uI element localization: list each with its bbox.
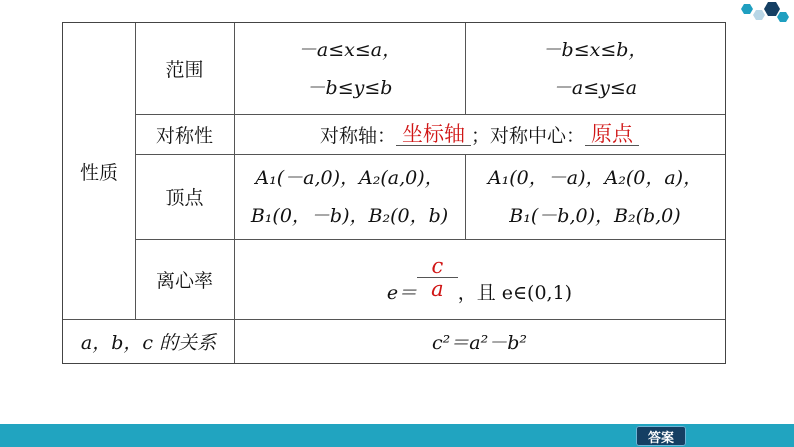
range-label: 范围 <box>165 59 204 81</box>
properties-group-label: 性质 <box>79 161 118 184</box>
vertices-y-line1: A₁(0，－a)，A₂(0，a)， <box>487 166 703 189</box>
ellipse-properties-table <box>62 22 726 364</box>
hexagon-decoration-icon <box>732 0 794 28</box>
range-y-axis-cell <box>465 23 725 114</box>
eccentricity-prefix: e＝ <box>386 282 418 304</box>
symmetry-label: 对称性 <box>155 124 213 147</box>
eccentricity-suffix: ，且 e∈(0,1) <box>457 282 573 304</box>
relation-label: a，b，c 的关系 <box>80 331 217 354</box>
range-x-line1: －a≤x≤a， <box>297 38 402 61</box>
range-x-line2: －b≤y≤b <box>306 76 393 99</box>
symmetry-axis-prefix: 对称轴： <box>319 124 396 147</box>
answer-button[interactable]: 答案 <box>636 426 686 446</box>
vertices-x-line1: A₁(－a,0)，A₂(a,0)， <box>255 166 444 189</box>
relation-formula: c²＝a²－b² <box>432 331 527 354</box>
fraction-numerator: c <box>431 253 444 278</box>
vertices-x-line2: B₁(0，－b)，B₂(0，b) <box>250 204 449 227</box>
vertices-label: 顶点 <box>165 187 204 209</box>
symmetry-center-prefix: ；对称中心： <box>471 124 586 147</box>
symmetry-axis-answer: 坐标轴 <box>396 123 471 146</box>
vertices-x-axis-cell <box>234 154 465 239</box>
range-y-line2: －a≤y≤a <box>552 76 638 99</box>
fraction-denominator: a <box>417 277 458 300</box>
symmetry-center-answer: 原点 <box>585 123 639 146</box>
eccentricity-label: 离心率 <box>155 269 213 292</box>
eccentricity-cell <box>234 239 725 319</box>
vertices-y-axis-cell <box>465 154 725 239</box>
vertices-y-line2: B₁(－b,0)，B₂(b,0) <box>509 204 681 227</box>
eccentricity-fraction <box>417 255 458 300</box>
symmetry-cell <box>234 114 725 154</box>
range-y-line1: －b≤x≤b， <box>542 38 648 61</box>
range-x-axis-cell <box>234 23 465 114</box>
